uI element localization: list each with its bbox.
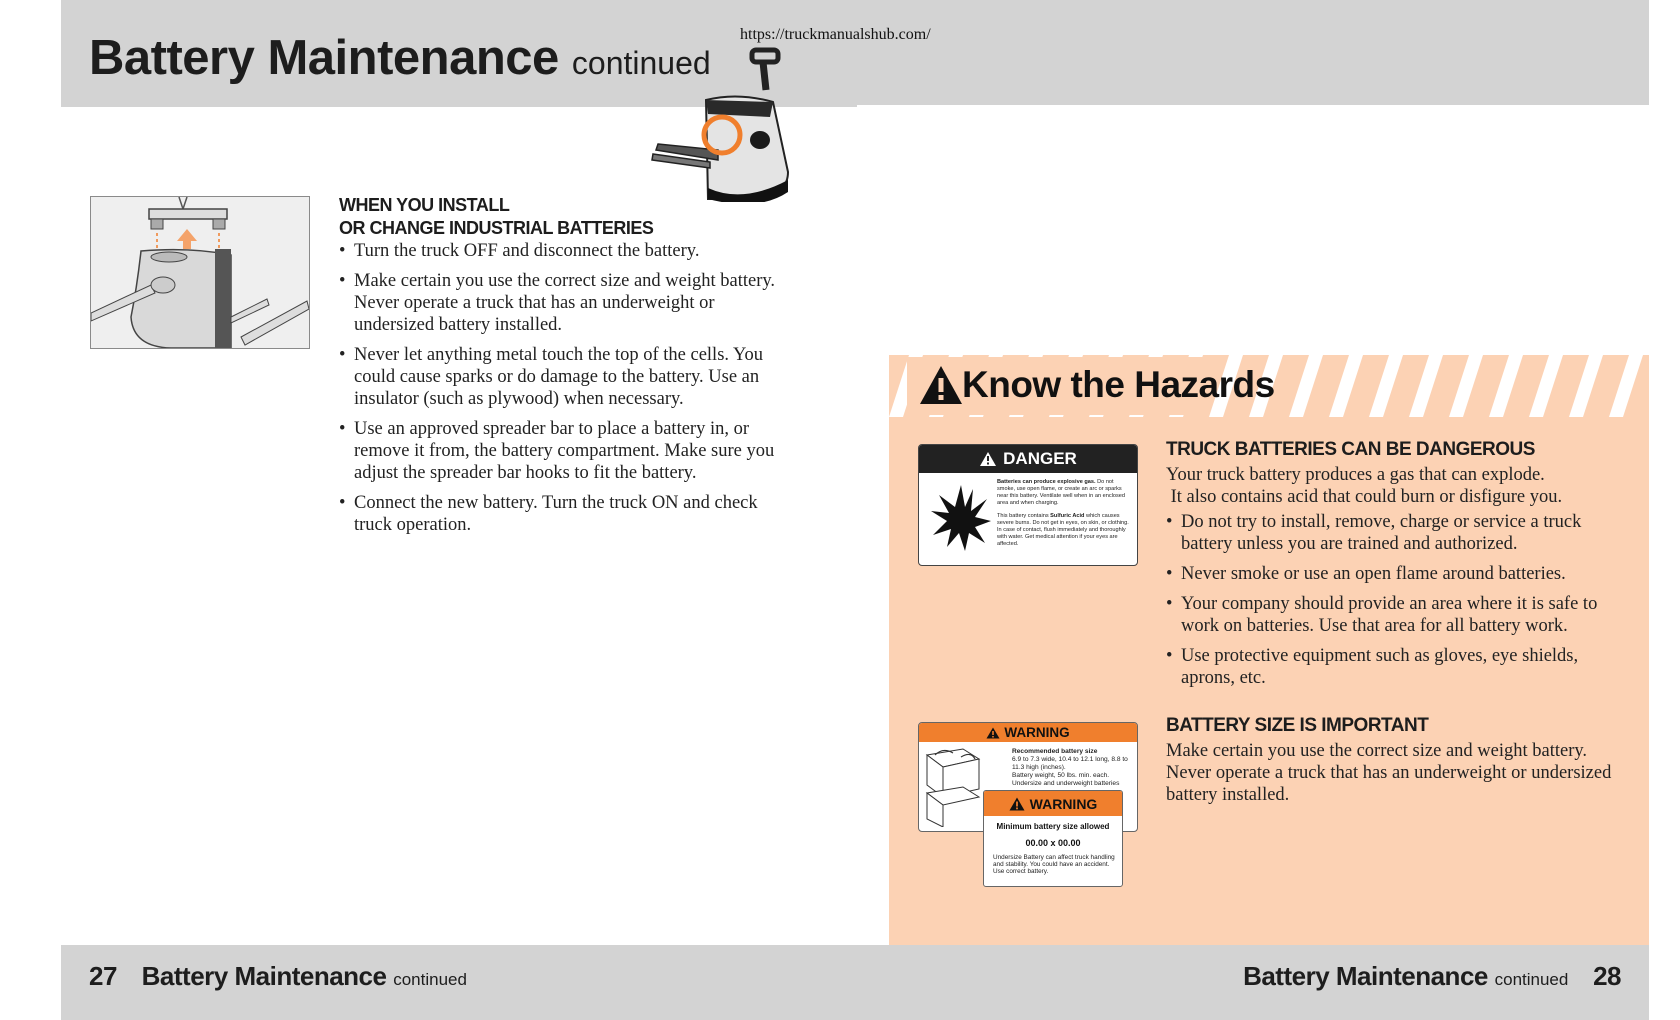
battery-size-heading: BATTERY SIZE IS IMPORTANT — [1166, 715, 1429, 736]
warning-triangle-icon — [986, 727, 1000, 739]
danger-label-header — [919, 445, 1137, 473]
danger-intro-line2: It also contains acid that could burn or disfigure you. — [1166, 487, 1563, 507]
hazard-title: Know the Hazards — [962, 364, 1275, 405]
undersize-note: Undersize and underweight batteries — [1012, 780, 1120, 787]
footer-right-suffix: continued — [1494, 970, 1569, 989]
list-item: • Use an approved spreader bar to place a battery in, or remove it from, the battery compartment. Make sure you adjust the spreader bar hooks to fit the battery. — [339, 418, 799, 484]
warning-triangle-icon — [979, 451, 997, 467]
install-heading-line1: WHEN YOU INSTALL — [339, 195, 510, 215]
danger-label-title: DANGER — [1003, 449, 1077, 468]
warning-label-minimum-size — [983, 790, 1123, 887]
warning-label-text — [1012, 748, 1134, 788]
warning-triangle-icon — [1009, 797, 1025, 811]
install-steps-list — [339, 240, 799, 544]
page-title-text: Battery Maintenance — [89, 31, 559, 85]
list-item: • Use protective equipment such as gloves, eye shields, aprons, etc. — [1166, 645, 1636, 689]
page-title — [89, 30, 711, 86]
minimum-size-value: 00.00 x 00.00 — [1025, 838, 1081, 848]
battery-sketch — [923, 745, 983, 827]
warning-label-header — [919, 723, 1137, 742]
warning-label-title: WARNING — [1004, 725, 1070, 740]
danger-label-text-1: Batteries can produce explosive gas. Do not smoke, use open flame, or create an arc or sparks near this battery. Ventilate well when in an enclosed area and when charging. — [997, 479, 1126, 506]
list-item: • Turn the truck OFF and disconnect the battery. — [339, 240, 799, 262]
page-number-right: 28 — [1593, 961, 1621, 991]
list-item: • Make certain you use the correct size and weight battery. Never operate a truck that has an underweight or undersized battery installed. — [339, 270, 799, 336]
minimum-size-title: Minimum battery size allowed — [996, 822, 1110, 831]
danger-precautions-list — [1166, 511, 1636, 697]
recommended-size-title: Recommended battery size — [1012, 748, 1098, 755]
list-item: • Do not try to install, remove, charge or service a truck battery unless you are trained and authorized. — [1166, 511, 1636, 555]
danger-intro-line1: Your truck battery produces a gas that can explode. — [1166, 465, 1545, 485]
recommended-size-value: 6.9 to 7.3 wide, 10.4 to 12.1 long, 8.8 to 11.3 high (inches). — [1012, 756, 1128, 771]
source-url[interactable]: https://truckmanualshub.com/ — [740, 26, 931, 43]
danger-label — [918, 444, 1138, 566]
list-item: • Connect the new battery. Turn the truck ON and check truck operation. — [339, 492, 799, 536]
install-heading — [339, 194, 799, 240]
danger-label-text-2: This battery contains Sulfuric Acid which causes severe burns. Do not get in eyes, on skin, or clothing. In case of contact, flush immediately and thoroughly with water. Get medical attention if your eyes are affected. — [997, 513, 1129, 547]
warning-label-title: WARNING — [1029, 795, 1098, 812]
list-item: • Never let anything metal touch the top of the cells. You could cause sparks or do damage to the battery. Use an insulator (such as plywood) when necessary. — [339, 344, 799, 410]
header-band-right — [857, 0, 1649, 105]
list-item: • Your company should provide an area where it is safe to work on batteries. Use that area for all battery work. — [1166, 593, 1636, 637]
footer-left — [89, 961, 467, 992]
page-title-suffix: continued — [571, 45, 711, 81]
battery-size-body: Make certain you use the correct size and weight battery. Never operate a truck that has an underweight or undersized battery installed. — [1166, 741, 1612, 805]
danger-intro — [1166, 464, 1636, 508]
warning-triangle-icon — [918, 364, 964, 406]
footer-left-title: Battery Maintenance — [141, 961, 387, 991]
page-number-left: 27 — [89, 961, 117, 991]
recommended-weight: Battery weight, 50 lbs. min. each. — [1012, 772, 1110, 779]
battery-install-illustration — [90, 196, 310, 349]
list-item: • Never smoke or use an open flame around batteries. — [1166, 563, 1636, 585]
install-heading-line2: OR CHANGE INDUSTRIAL BATTERIES — [339, 218, 654, 238]
pallet-truck-illustration — [648, 42, 798, 202]
minimum-size-body: Undersize Battery can affect truck handling and stability. You could have an accident. Use correct battery. — [993, 854, 1115, 875]
explosion-icon — [929, 477, 993, 553]
warning-label-header — [984, 791, 1122, 816]
footer-left-suffix: continued — [393, 970, 467, 989]
danger-heading: TRUCK BATTERIES CAN BE DANGEROUS — [1166, 439, 1535, 460]
footer-right — [1243, 961, 1621, 992]
footer-right-title: Battery Maintenance — [1243, 961, 1488, 991]
